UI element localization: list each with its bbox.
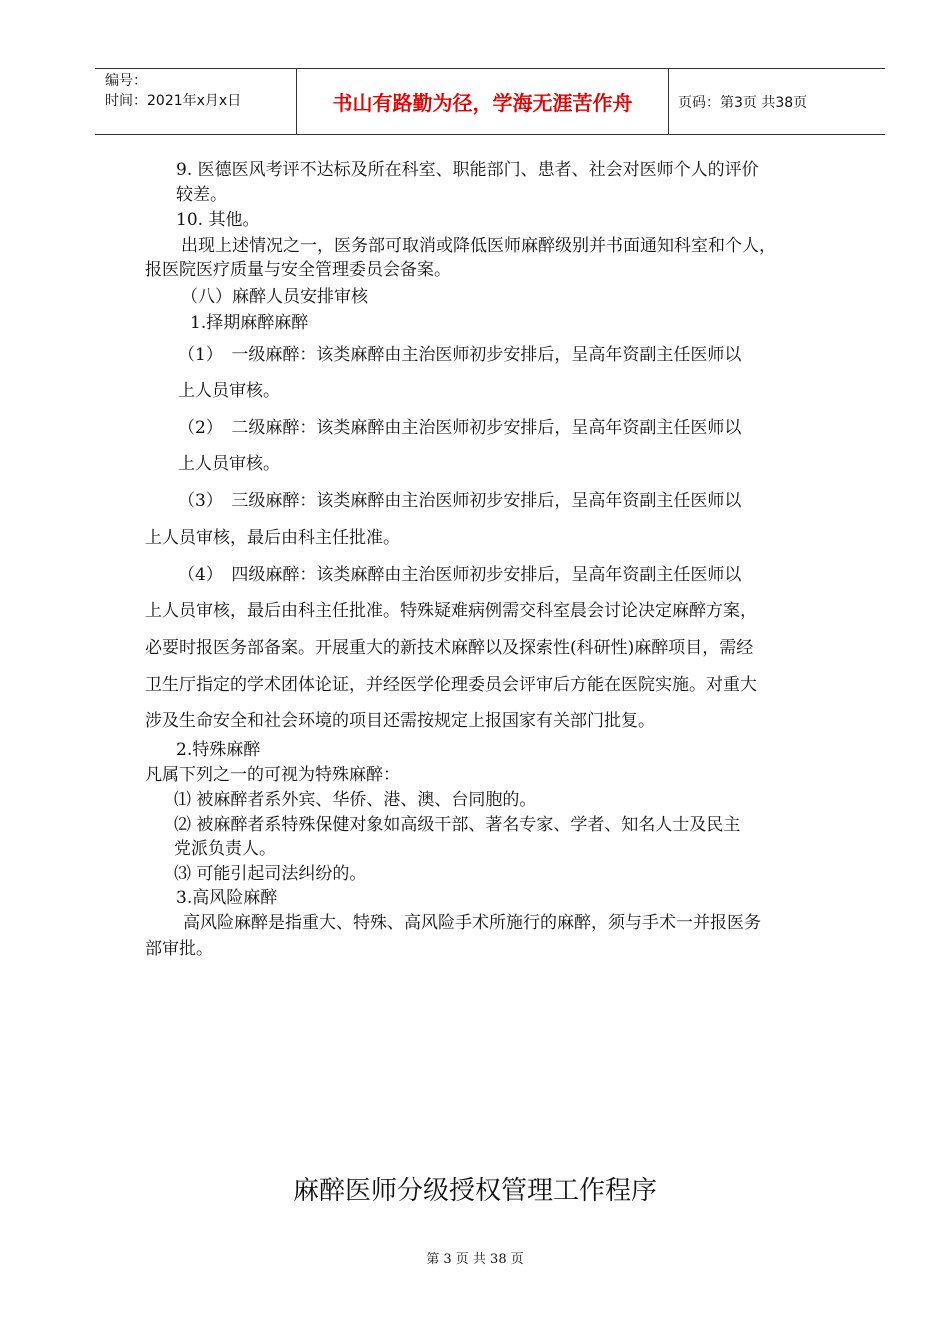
- body-line: 9. 医德医风考评不达标及所在科室、职能部门、患者、社会对医师个人的评价: [176, 160, 759, 180]
- body-line: （4） 四级麻醉：该类麻醉由主治医师初步安排后，呈高年资副主任医师以: [178, 565, 742, 585]
- body-line: 上人员审核，最后由科主任批准。: [145, 528, 400, 548]
- section-heading: （八）麻醉人员安排审核: [181, 287, 368, 307]
- body-line: 上人员审核，最后由科主任批准。特殊疑难病例需交科室晨会讨论决定麻醉方案，: [145, 601, 757, 621]
- sub-heading: 2.特殊麻醉: [176, 740, 261, 760]
- body-line: 高风险麻醉是指重大、特殊、高风险手术所施行的麻醉，须与手术一并报医务: [183, 913, 761, 933]
- body-line: 10. 其他。: [176, 210, 260, 230]
- section-title: 麻醉医师分级授权管理工作程序: [292, 1176, 657, 1206]
- number-label: 编号：: [105, 73, 147, 89]
- sub-heading: 1.择期麻醉麻醉: [190, 313, 309, 333]
- time-label: 时间：2021年x月x日: [105, 93, 242, 109]
- header-motto: 书山有路勤为径，学海无涯苦作舟: [296, 69, 669, 134]
- body-line: 必要时报医务部备案。开展重大的新技术麻醉以及探索性(科研性)麻醉项目，需经: [145, 638, 754, 658]
- list-item: ⑵ 被麻醉者系特殊保健对象如高级干部、著名专家、学者、知名人士及民主: [174, 815, 741, 835]
- body-line: 涉及生命安全和社会环境的项目还需按规定上报国家有关部门批复。: [145, 711, 655, 731]
- page-header: [95, 68, 885, 135]
- page-footer: 第 3 页 共 38 页: [426, 1252, 524, 1267]
- body-line: 较差。: [176, 185, 227, 205]
- body-line: 报医院医疗质量与安全管理委员会备案。: [145, 260, 451, 280]
- body-line: （1） 一级麻醉：该类麻醉由主治医师初步安排后，呈高年资副主任医师以: [178, 345, 742, 365]
- body-line: 上人员审核。: [178, 381, 280, 401]
- header-meta: [95, 69, 296, 134]
- list-item: ⑶ 可能引起司法纠纷的。: [174, 864, 367, 884]
- list-item: ⑴ 被麻醉者系外宾、华侨、港、澳、台同胞的。: [174, 790, 537, 810]
- body-line: 凡属下列之一的可视为特殊麻醉：: [145, 765, 400, 785]
- body-line: 卫生厅指定的学术团体论证，并经医学伦理委员会评审后方能在医院实施。对重大: [145, 675, 757, 695]
- body-line: 出现上述情况之一，医务部可取消或降低医师麻醉级别并书面通知科室和个人，: [181, 236, 776, 256]
- sub-heading: 3.高风险麻醉: [176, 888, 278, 908]
- list-item: 党派负责人。: [174, 839, 276, 859]
- body-line: 部审批。: [145, 939, 213, 959]
- body-line: （3） 三级麻醉：该类麻醉由主治医师初步安排后，呈高年资副主任医师以: [178, 491, 742, 511]
- header-page-label: 页码：第3页 共38页: [678, 94, 808, 111]
- body-line: 上人员审核。: [178, 454, 280, 474]
- body-line: （2） 二级麻醉：该类麻醉由主治医师初步安排后，呈高年资副主任医师以: [178, 418, 742, 438]
